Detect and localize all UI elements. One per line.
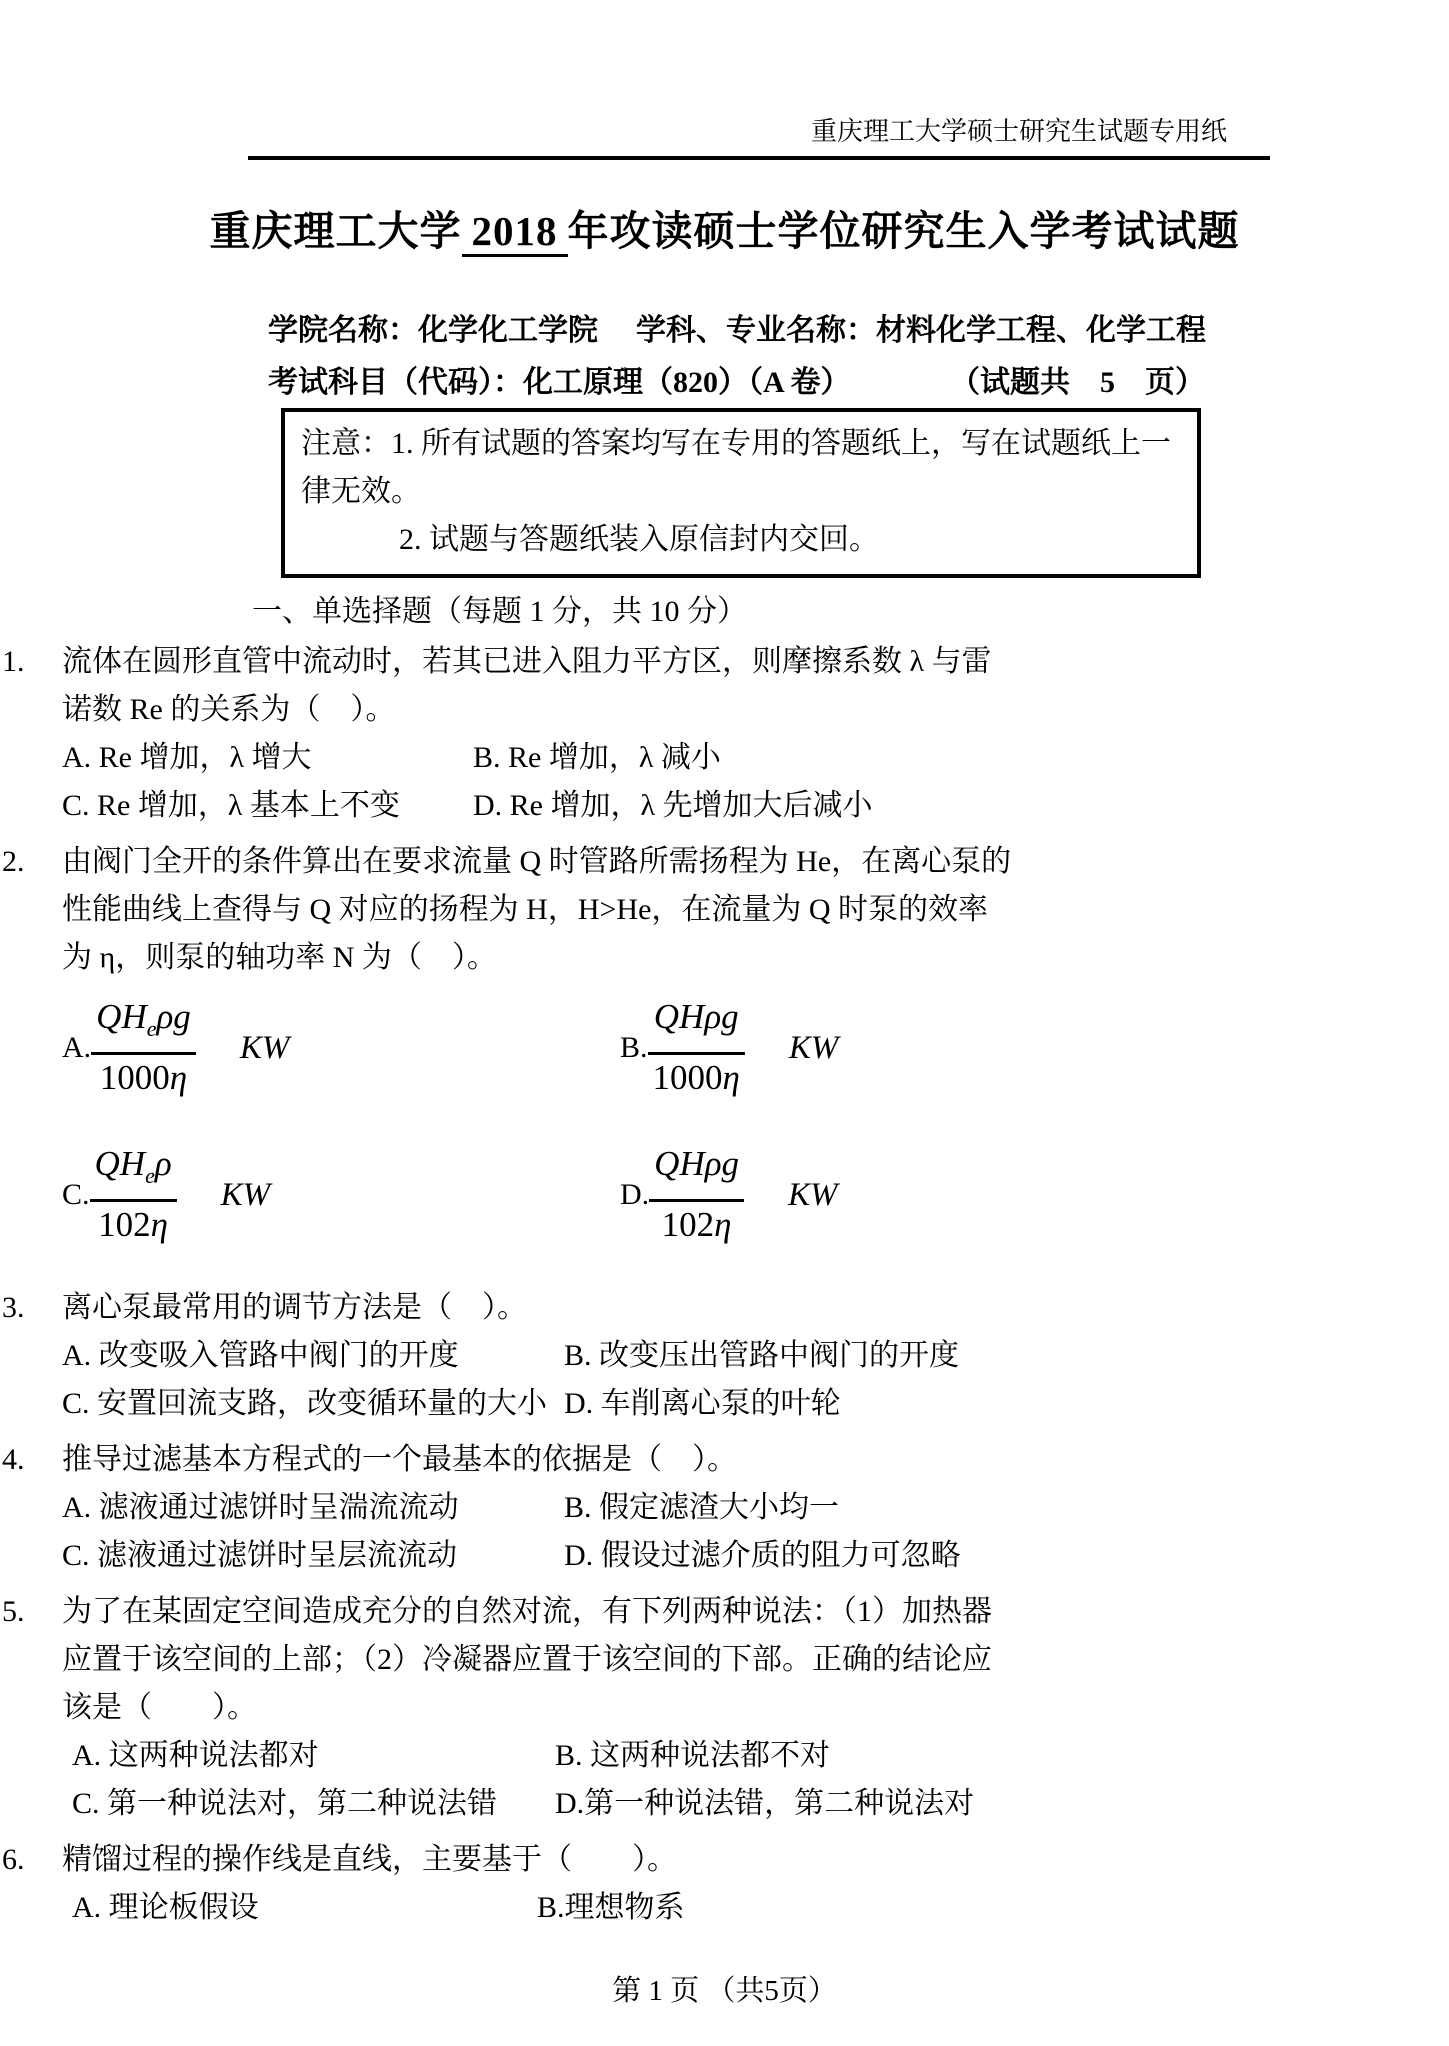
question-3-text: 离心泵最常用的调节方法是（ ）。 [62,1291,527,1324]
question-6-body [62,1836,1013,1932]
option-4c: C. 滤液通过滤饼时呈层流流动 [62,1539,458,1572]
option-5d: D.第一种说法错，第二种说法对 [555,1787,975,1820]
option-1b: B. Re 增加，λ 减小 [473,741,721,774]
exam-title-post: 年攻读硕士学位研究生入学考试试题 [567,208,1240,254]
option-4b: B. 假定滤渣大小均一 [564,1491,840,1524]
formula-b-label: B. [620,1030,648,1064]
question-1-number: 1. [2,645,25,678]
question-1-body [62,638,1013,830]
question-5 [0,1588,1449,1828]
formula-b-unit: KW [788,1029,839,1066]
exam-title-year: 2018 [462,208,568,257]
option-5c: C. 第一种说法对，第二种说法错 [72,1787,498,1820]
formula-d-unit: KW [788,1176,838,1213]
formula-a-numerator: $QH_e\rho g$ [91,994,196,1055]
question-4-options-row-1 [62,1484,1013,1532]
question-2-formula-options [62,994,1013,1248]
header-note: 重庆理工大学硕士研究生试题专用纸 [810,117,1227,146]
exam-title-pre: 重庆理工大学 [209,208,462,254]
major-name: 学科、专业名称：材料化学工程、化学工程 [636,314,1206,347]
question-1-options-row-2 [62,782,1013,830]
option-6b: B.理想物系 [537,1891,685,1924]
formula-option-b [620,994,838,1101]
question-2-text: 由阀门全开的条件算出在要求流量 Q 时管路所需扬程为 He，在离心泵的性能曲线上查得与 Q 对应的扬程为 H，H>He，在流量为 Q 时泵的效率为 η，则泵的轴功率 N 为（ ）。 [62,845,1012,974]
question-6-text: 精馏过程的操作线是直线，主要基于（ ）。 [62,1843,677,1876]
exam-info-row1 [268,314,1205,348]
formula-option-c [62,1141,620,1248]
formula-b-fraction [648,994,745,1101]
question-3-number: 3. [2,1291,25,1324]
formula-c-denominator: 102η [98,1205,169,1244]
question-5-options-row-2 [62,1780,1013,1828]
question-3 [0,1284,1449,1428]
formula-a-label: A. [62,1030,92,1064]
formula-b-numerator: QHρg [648,994,745,1055]
exam-info [268,314,1205,400]
formula-row-2 [62,1141,1013,1248]
formula-option-a [62,994,620,1101]
notice-line-1: 注意：1. 所有试题的答案均写在专用的答题纸上，写在试题纸上一 [301,427,1171,460]
formula-a-denominator: 1000η [99,1058,188,1097]
question-1-text: 流体在圆形直管中流动时，若其已进入阻力平方区，则摩擦系数 λ 与雷诺数 Re 的关系为（ ）。 [62,645,992,726]
subject-name: 考试科目（代码）：化工原理（820）（A 卷） [268,366,851,399]
question-1 [0,638,1449,830]
exam-title [0,204,1449,258]
question-2-body [62,838,1013,1276]
option-3b: B. 改变压出管路中阀门的开度 [564,1339,960,1372]
question-5-options-row-1 [62,1732,1013,1780]
formula-option-d [620,1141,838,1248]
exam-info-row2 [268,366,1205,400]
question-6 [0,1836,1449,1932]
formula-c-fraction [90,1141,177,1248]
notice-box [281,408,1201,578]
college-name: 学院名称：化学化工学院 [268,314,598,347]
option-1a: A. Re 增加，λ 增大 [62,741,312,774]
formula-d-fraction [649,1141,744,1248]
question-3-options-row-1 [62,1332,1013,1380]
formula-a-unit: KW [239,1029,290,1066]
question-6-number: 6. [2,1843,25,1876]
question-4-options-row-2 [62,1532,1013,1580]
notice-line-2: 律无效。 [301,475,421,508]
question-2 [0,838,1449,1276]
question-3-body [62,1284,1013,1428]
section-heading: 一、单选择题（每题 1 分，共 10 分） [252,595,747,628]
option-3c: C. 安置回流支路，改变循环量的大小 [62,1387,548,1420]
question-4-text: 推导过滤基本方程式的一个最基本的依据是（ ）。 [62,1443,737,1476]
question-6-options-row-1 [62,1884,1013,1932]
total-pages: （试题共 5 页） [950,366,1205,399]
option-5a: A. 这两种说法都对 [72,1739,319,1772]
formula-d-label: D. [620,1177,650,1211]
formula-a-fraction [91,994,196,1101]
question-3-options-row-2 [62,1380,1013,1428]
formula-d-denominator: 102η [661,1205,732,1244]
option-3d: D. 车削离心泵的叶轮 [564,1387,841,1420]
option-4d: D. 假设过滤介质的阻力可忽略 [564,1539,961,1572]
option-6a: A. 理论板假设 [72,1891,259,1924]
option-5b: B. 这两种说法都不对 [555,1739,831,1772]
formula-b-denominator: 1000η [652,1058,740,1097]
formula-c-unit: KW [220,1176,271,1213]
question-2-number: 2. [2,845,25,878]
header-divider [248,156,1270,160]
question-4-number: 4. [2,1443,25,1476]
formula-c-label: C. [62,1177,90,1211]
formula-row-1 [62,994,1013,1101]
question-5-body [62,1588,1013,1828]
option-4a: A. 滤液通过滤饼时呈湍流流动 [62,1491,459,1524]
question-4-body [62,1436,1013,1580]
option-3a: A. 改变吸入管路中阀门的开度 [62,1339,459,1372]
question-5-text: 为了在某固定空间造成充分的自然对流，有下列两种说法：（1）加热器应置于该空间的上部；（2）冷凝器应置于该空间的下部。正确的结论应该是（ ）。 [62,1595,992,1724]
option-1d: D. Re 增加，λ 先增加大后减小 [473,789,873,822]
question-4 [0,1436,1449,1580]
formula-c-numerator: $QH_e\rho$ [90,1141,177,1202]
page-footer: 第 1 页 （共5页） [612,1975,837,2007]
question-5-number: 5. [2,1595,25,1628]
option-1c: C. Re 增加，λ 基本上不变 [62,789,400,822]
question-1-options-row-1 [62,734,1013,782]
formula-d-numerator: QHρg [649,1141,744,1202]
notice-line-3: 2. 试题与答题纸装入原信封内交回。 [399,523,879,556]
